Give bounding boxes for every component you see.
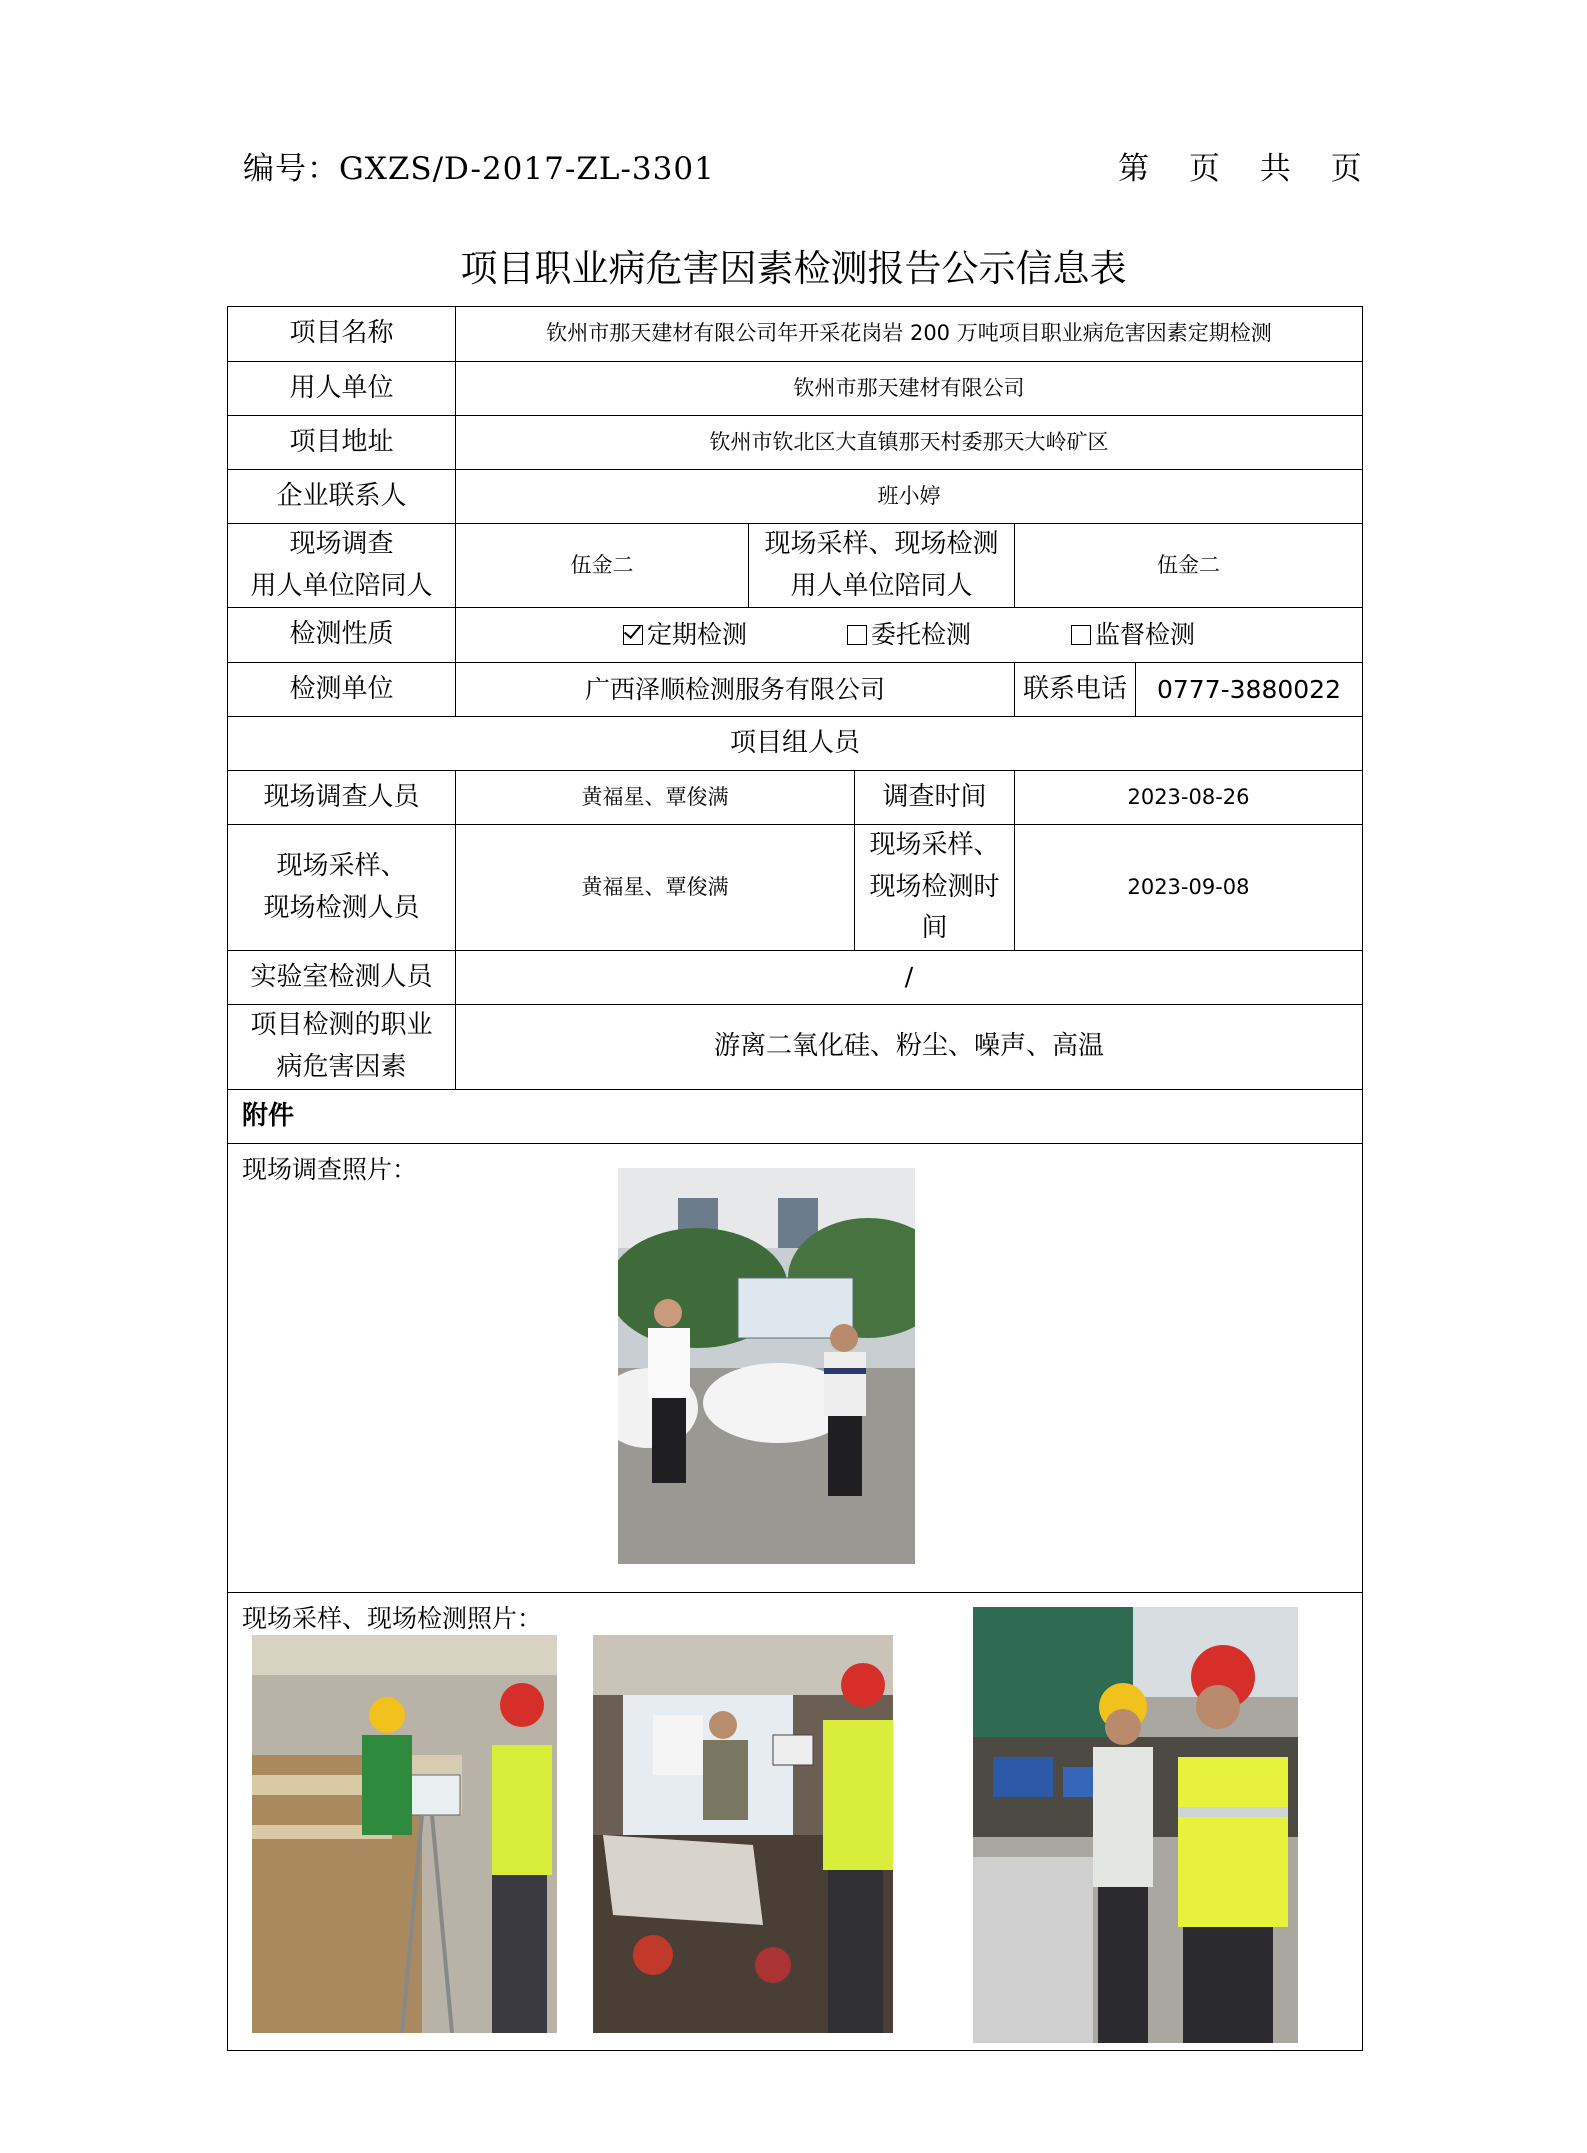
page-char: 页 bbox=[1330, 151, 1363, 187]
project-name-value: 钦州市那天建材有限公司年开采花岗岩 200 万吨项目职业病危害因素定期检测 bbox=[456, 307, 1363, 362]
page-char: 共 bbox=[1259, 151, 1292, 187]
survey-time-value: 2023-08-26 bbox=[1015, 771, 1363, 825]
photo-icon bbox=[252, 1635, 557, 2033]
project-name-label: 项目名称 bbox=[228, 307, 456, 362]
lab-staff-value: / bbox=[456, 950, 1363, 1004]
survey-time-label: 调查时间 bbox=[855, 771, 1015, 825]
phone-label: 联系电话 bbox=[1015, 663, 1136, 717]
page-title: 项目职业病危害因素检测报告公示信息表 bbox=[460, 247, 1127, 290]
employer-value: 钦州市那天建材有限公司 bbox=[456, 362, 1363, 416]
team-label: 项目组人员 bbox=[228, 717, 1363, 771]
survey-staff-value: 黄福星、覃俊满 bbox=[456, 771, 855, 825]
hazards-label: 项目检测的职业 病危害因素 bbox=[228, 1004, 456, 1089]
sampling-time-label: 现场采样、 现场检测时间 bbox=[855, 825, 1015, 951]
survey-staff-label: 现场调查人员 bbox=[228, 771, 456, 825]
survey-escort-value: 伍金二 bbox=[456, 524, 749, 608]
survey-escort-label: 现场调查 用人单位陪同人 bbox=[228, 524, 456, 608]
contact-label: 企业联系人 bbox=[228, 470, 456, 524]
document-number: 编号：GXZS/D-2017-ZL-3301 bbox=[243, 151, 715, 187]
org-value: 广西泽顺检测服务有限公司 bbox=[456, 663, 1015, 717]
attachment-label: 附件 bbox=[228, 1089, 1363, 1143]
survey-photo-caption: 现场调查照片： bbox=[242, 1154, 418, 1184]
org-label: 检测单位 bbox=[228, 663, 456, 717]
contact-value: 班小婷 bbox=[456, 470, 1363, 524]
employer-label: 用人单位 bbox=[228, 362, 456, 416]
sampling-time-value: 2023-09-08 bbox=[1015, 825, 1363, 951]
survey-photo bbox=[618, 1168, 915, 1564]
nature-option-supervision[interactable]: 监督检测 bbox=[1071, 615, 1195, 655]
page-char: 第 bbox=[1118, 151, 1150, 187]
page-char: 页 bbox=[1188, 151, 1221, 187]
nature-option-periodic[interactable]: 定期检测 bbox=[623, 615, 747, 655]
photo-icon bbox=[618, 1168, 915, 1564]
info-table bbox=[227, 306, 1363, 2051]
sampling-photo-3 bbox=[973, 1607, 1298, 2043]
address-value: 钦州市钦北区大直镇那天村委那天大岭矿区 bbox=[456, 416, 1363, 470]
nature-label: 检测性质 bbox=[228, 608, 456, 663]
nature-options bbox=[456, 608, 1363, 663]
sampling-escort-value: 伍金二 bbox=[1015, 524, 1363, 608]
sampling-photo-caption: 现场采样、现场检测照片： bbox=[242, 1603, 543, 1633]
sampling-photo-1 bbox=[252, 1635, 557, 2033]
checkbox-checked-icon[interactable] bbox=[623, 625, 643, 645]
lab-staff-label: 实验室检测人员 bbox=[228, 950, 456, 1004]
sampling-staff-value: 黄福星、覃俊满 bbox=[456, 825, 855, 951]
page-count bbox=[1118, 143, 1391, 188]
survey-photo-cell bbox=[228, 1143, 1363, 1592]
hazards-value: 游离二氧化硅、粉尘、噪声、高温 bbox=[456, 1004, 1363, 1089]
sampling-staff-label: 现场采样、 现场检测人员 bbox=[228, 825, 456, 951]
nature-option-entrusted[interactable]: 委托检测 bbox=[847, 615, 971, 655]
address-label: 项目地址 bbox=[228, 416, 456, 470]
photo-icon bbox=[593, 1635, 893, 2033]
sampling-photo-2 bbox=[593, 1635, 893, 2033]
sampling-photo-cell bbox=[228, 1592, 1363, 2050]
photo-icon bbox=[973, 1607, 1298, 2043]
sampling-escort-label: 现场采样、现场检测 用人单位陪同人 bbox=[749, 524, 1015, 608]
checkbox-empty-icon[interactable] bbox=[1071, 625, 1091, 645]
checkbox-empty-icon[interactable] bbox=[847, 625, 867, 645]
phone-value: 0777-3880022 bbox=[1136, 663, 1363, 717]
